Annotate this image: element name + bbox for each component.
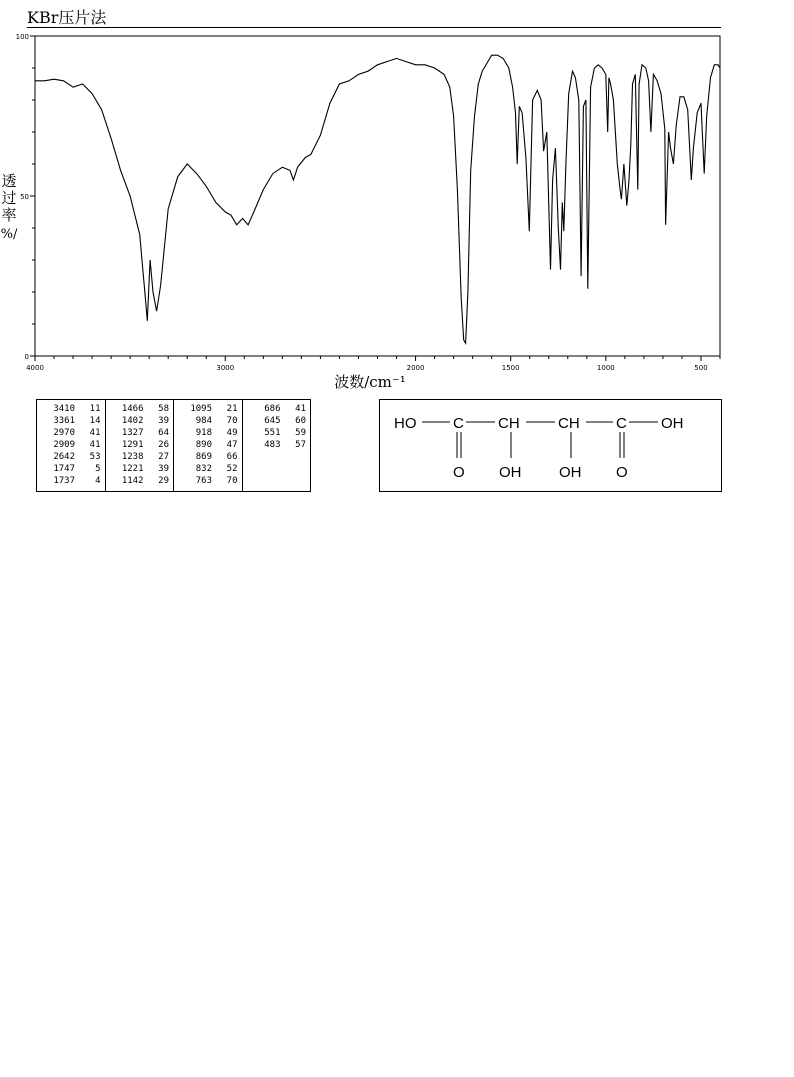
peak-wavenumber: 645 xyxy=(264,416,281,426)
y-axis-label-4: %/ xyxy=(0,227,18,242)
peak-transmittance: 29 xyxy=(158,476,169,486)
peak-wavenumber: 1238 xyxy=(121,452,144,462)
tartaric-acid-structure xyxy=(380,400,723,493)
peak-wavenumber: 1221 xyxy=(121,464,144,474)
peak-transmittance: 52 xyxy=(226,464,238,474)
peak-row xyxy=(178,475,238,487)
series-line xyxy=(35,55,720,343)
peak-row xyxy=(247,439,307,451)
peak-wavenumber: 1737 xyxy=(53,476,75,486)
peak-transmittance: 70 xyxy=(226,476,238,486)
chart-title: KBr压片法 xyxy=(27,8,107,27)
peak-wavenumber: 551 xyxy=(264,428,281,438)
y-axis-label-3: 率 xyxy=(1,206,17,224)
peak-row xyxy=(41,439,101,451)
peak-transmittance: 5 xyxy=(95,464,101,474)
peak-row xyxy=(110,403,170,415)
peak-column xyxy=(106,400,175,491)
peak-transmittance: 47 xyxy=(226,440,238,450)
atom-o1: O xyxy=(453,464,465,481)
peak-wavenumber: 2970 xyxy=(53,428,75,438)
peak-transmittance: 4 xyxy=(95,476,101,486)
peak-transmittance: 58 xyxy=(158,404,169,414)
atom-c1: C xyxy=(453,415,464,432)
peak-row xyxy=(41,451,101,463)
x-tick-label: 1000 xyxy=(596,364,615,372)
peak-row xyxy=(110,439,170,451)
peak-transmittance: 41 xyxy=(295,404,306,414)
peak-row xyxy=(110,463,170,475)
x-tick-label: 1500 xyxy=(501,364,520,372)
peak-wavenumber: 984 xyxy=(195,416,212,426)
peak-wavenumber: 763 xyxy=(195,476,212,486)
peak-wavenumber: 869 xyxy=(195,452,212,462)
peak-transmittance: 39 xyxy=(158,464,169,474)
peak-wavenumber: 3361 xyxy=(53,416,75,426)
peak-row xyxy=(41,475,101,487)
atom-oh: OH xyxy=(661,415,684,432)
atom-oh1: OH xyxy=(499,464,522,481)
y-tick-labels xyxy=(16,33,29,361)
peak-transmittance: 66 xyxy=(226,452,238,462)
peak-column xyxy=(174,400,243,491)
peak-transmittance: 70 xyxy=(226,416,238,426)
minor-x-ticks xyxy=(35,356,720,361)
minor-y-ticks xyxy=(30,36,35,356)
peak-row xyxy=(178,403,238,415)
y-tick-label: 100 xyxy=(15,33,29,41)
peak-transmittance: 49 xyxy=(226,428,238,438)
peak-column xyxy=(243,400,311,491)
peak-wavenumber: 3410 xyxy=(53,404,75,414)
peak-transmittance: 21 xyxy=(226,404,238,414)
x-tick-label: 2000 xyxy=(406,364,425,372)
y-tick-label: 0 xyxy=(24,353,29,361)
atom-ho: HO xyxy=(394,415,417,432)
peak-row xyxy=(178,439,238,451)
peak-row xyxy=(247,415,307,427)
peak-wavenumber: 832 xyxy=(195,464,212,474)
x-tick-label: 500 xyxy=(694,364,708,372)
peak-row xyxy=(110,451,170,463)
peak-transmittance: 11 xyxy=(89,404,101,414)
peak-wavenumber: 890 xyxy=(195,440,212,450)
peak-row xyxy=(178,415,238,427)
peak-transmittance: 41 xyxy=(89,428,101,438)
peak-wavenumber: 1142 xyxy=(121,476,144,486)
atom-ch2: CH xyxy=(558,415,580,432)
peak-wavenumber: 483 xyxy=(264,440,281,450)
peak-row xyxy=(41,403,101,415)
peak-row xyxy=(247,403,307,415)
peak-transmittance: 57 xyxy=(295,440,306,450)
peak-transmittance: 64 xyxy=(158,428,169,438)
y-axis-label-1: 透 xyxy=(1,172,17,190)
peak-row xyxy=(110,415,170,427)
peak-row xyxy=(178,463,238,475)
peak-row xyxy=(178,451,238,463)
peak-transmittance: 39 xyxy=(158,416,169,426)
y-axis-label xyxy=(1,172,18,242)
peak-wavenumber: 918 xyxy=(195,428,212,438)
peak-transmittance: 27 xyxy=(158,452,169,462)
peak-row xyxy=(110,427,170,439)
peak-row xyxy=(110,475,170,487)
peak-column xyxy=(37,400,106,491)
y-tick-label: 50 xyxy=(20,193,29,201)
atom-oh2: OH xyxy=(559,464,582,481)
peak-wavenumber: 1747 xyxy=(53,464,75,474)
peak-transmittance: 41 xyxy=(89,440,101,450)
structure-box xyxy=(379,399,722,492)
peak-wavenumber: 686 xyxy=(264,404,281,414)
peak-wavenumber: 1095 xyxy=(190,404,212,414)
peak-wavenumber: 2642 xyxy=(53,452,75,462)
peak-transmittance: 26 xyxy=(158,440,169,450)
peak-row xyxy=(41,463,101,475)
x-tick-label: 4000 xyxy=(26,364,44,372)
atom-o2: O xyxy=(616,464,628,481)
peak-table xyxy=(36,399,311,492)
ir-spectrum-chart xyxy=(0,0,794,400)
peak-wavenumber: 1466 xyxy=(121,404,144,414)
peak-wavenumber: 1291 xyxy=(121,440,144,450)
x-tick-label: 3000 xyxy=(216,364,235,372)
peak-transmittance: 59 xyxy=(295,428,306,438)
peak-row xyxy=(41,427,101,439)
peak-wavenumber: 1327 xyxy=(121,428,144,438)
peak-row xyxy=(178,427,238,439)
atom-c2: C xyxy=(616,415,627,432)
peak-wavenumber: 2909 xyxy=(53,440,75,450)
peak-transmittance: 53 xyxy=(89,452,101,462)
plot-frame xyxy=(35,36,720,356)
atom-ch1: CH xyxy=(498,415,520,432)
peak-row xyxy=(41,415,101,427)
x-axis-label: 波数/cm⁻¹ xyxy=(334,373,406,391)
peak-transmittance: 60 xyxy=(295,416,306,426)
peak-wavenumber: 1402 xyxy=(121,416,144,426)
peak-transmittance: 14 xyxy=(89,416,101,426)
y-axis-label-2: 过 xyxy=(1,189,17,207)
x-tick-labels xyxy=(26,364,708,372)
peak-row xyxy=(247,427,307,439)
